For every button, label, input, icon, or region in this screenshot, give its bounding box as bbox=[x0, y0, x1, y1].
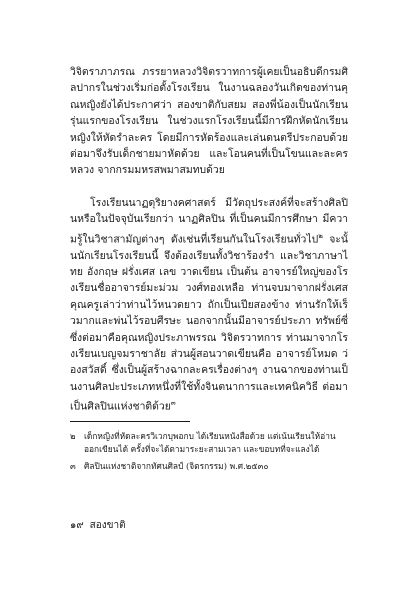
footnote-separator bbox=[70, 421, 190, 422]
body-paragraph-2-continued: จะนั้นนักเรียนโรงเรียนนี้ จึงต้องเรียนทั้งวิชาร้องรำ และวิชาภาษาไทย อังกฤษ ฝรั่งเศส เลข วาดเขียน เป็นต้น อาจารย์ใหญ่ของโรงเรียนชื่ออาจารย์มะม่วม วงศ์ทองเหลือ ท่านจบมาจากฝรั่งเศส คุณครูเล่าว่าท่านไว้หนวดยาว ถักเป็นเปียสองข้าง ท่านรักให้เร็วมากและพ่นไว้รอบศีรษะ นอกจากนั้นมีอาจารย์ประภา ทรัพย์ซี่ ซึ่งต่อมาคือคุณหญิงประภาพรรณ วิจิตรวาทการ ท่านมาจากโรงเรียนเบญจมราชาลัย ส่วนผู้สอนวาดเขียนคือ อาจารย์โหมด ว่องสวัสดิ์ ซึ่งเป็นผู้สร้างฉากละครเรื่องต่างๆ งานฉากของท่านเป็นงานศิลปะประเภทหนึ่งที่ใช้ทั้งจินตนาการและเทคนิควิธี ต่อมาเป็นศิลปินแห่งชาติด้วย bbox=[70, 233, 348, 413]
footnote-2-text: เด็กหญิงที่หัดละครวิเวกบุพอกบ ได้เรียนหนังสือด้วย แต่เน้นเรียนให้อ่านออกเขียนได้ ครั้งที่จะได้ตามาระยะสามเวลา และขอบทที่จะแลงได้ bbox=[84, 431, 336, 455]
body-paragraph-1: วิจิตราภาภรณ ภรรยาหลวงวิจิตรวาทการผู้เคยเป็นอธิบดีกรมศิลปากรในช่วงเริ่มก่อตั้งโรงเรียน ในงานฉลองวันเกิดของท่านคุณหญิงยังได้ประกาศว่า สองขาติกับสยม สองพี่น้องเป็นนักเรียนรุ่นแรกของโรงเรียน ในช่วงแรกโรงเรียนนี้มีการฝึกหัดนักเรียนหญิงให้หัดรำละคร โดยมีการหัดร้องและเล่นดนตรีประกอบด้วย ต่อมาจึงรับเด็กชายมาหัดด้วย และโอนคนที่เป็นโขนและละครหลวง จากกรมมหรสพมาสมทบด้วย bbox=[70, 66, 348, 177]
body-paragraph-2 bbox=[70, 195, 348, 415]
footnote-reference-3[interactable]: ๓ bbox=[170, 399, 176, 408]
page-number: ๑๙ bbox=[70, 520, 84, 531]
page-folio bbox=[70, 519, 126, 533]
footnote-2-mark: ๒ bbox=[70, 431, 76, 442]
footnote-3 bbox=[70, 460, 348, 473]
footnote-3-mark: ๓ bbox=[70, 461, 76, 472]
footnote-reference-2[interactable]: ๒ bbox=[318, 231, 323, 240]
body-paragraph-2-text: โรงเรียนนาฏดุริยางคศาสตร์ มีวัตถุประสงค์ที่จะสร้างศิลปินหรือในปัจจุบันเรียกว่า นาฏศิลปิน ที่เป็นคนมีการศึกษา มีความรู้ในวิชาสามัญต่างๆ ดังเช่นที่เรียนกันในโรงเรียนทั่วไป bbox=[70, 196, 348, 246]
running-title: สองขาติ bbox=[89, 520, 126, 531]
footnote-3-text: ศิลปินแห่งชาติจากทัศนศิลป์ (จิตรกรรม) พ.ศ.๒๕๓๐ bbox=[84, 461, 269, 472]
page-content bbox=[70, 64, 348, 477]
footnote-2 bbox=[70, 430, 348, 456]
